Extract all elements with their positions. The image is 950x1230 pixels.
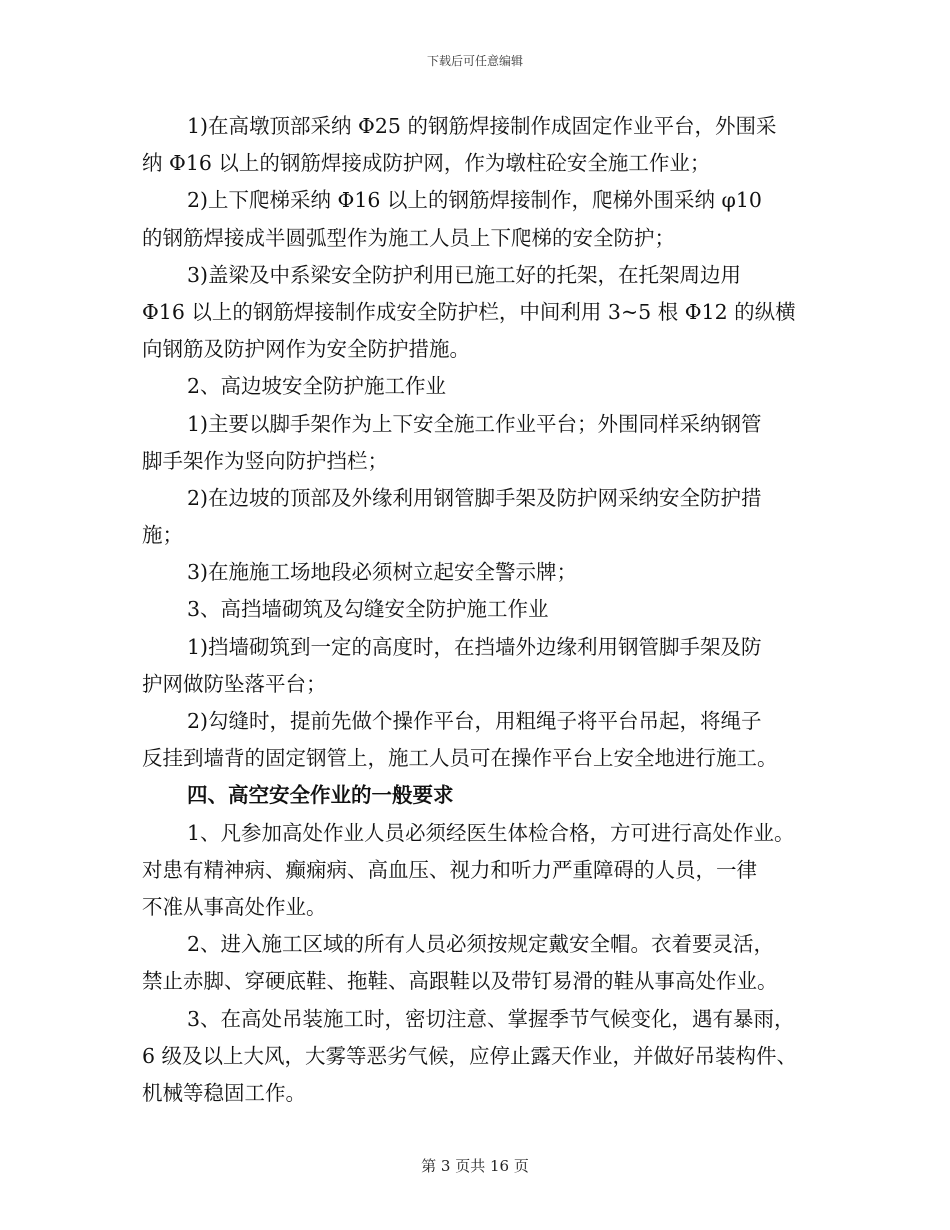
- text-line: 施；: [142, 523, 183, 548]
- text-line: 6 级及以上大风，大雾等恶劣气候，应停止露天作业，并做好吊装构件、: [142, 1043, 798, 1068]
- text-line: 2)勾缝时，提前先做个操作平台，用粗绳子将平台吊起，将绳子: [187, 709, 762, 733]
- text-line: 护网做防坠落平台；: [142, 671, 327, 696]
- text-line: 2、高边坡安全防护施工作业: [187, 374, 447, 399]
- text-line: 禁止赤脚、穿硬底鞋、拖鞋、高跟鞋以及带钉易滑的鞋从事高处作业。: [142, 969, 778, 994]
- page-footer: 第 3 页共 16 页: [421, 1157, 529, 1175]
- page-header: 下载后可任意编辑: [426, 54, 523, 68]
- text-line: 向钢筋及防护网作为安全防护措施。: [142, 337, 470, 362]
- text-line: 3)盖梁及中系梁安全防护利用已施工好的托架，在托架周边用: [187, 262, 742, 287]
- text-line: 脚手架作为竖向防护挡栏；: [142, 448, 388, 473]
- text-line: 3、在高处吊装施工时，密切注意、掌握季节气候变化，遇有暴雨，: [187, 1006, 795, 1031]
- text-line: 1)在高墩顶部采纳 Φ25 的钢筋焊接制作成固定作业平台，外围采: [187, 114, 777, 138]
- text-line: 2、进入施工区域的所有人员必须按规定戴安全帽。衣着要灵活，: [187, 932, 775, 957]
- text-line: 的钢筋焊接成半圆弧型作为施工人员上下爬梯的安全防护；: [142, 225, 675, 250]
- text-line: 机械等稳固工作。: [142, 1080, 306, 1105]
- text-line: 2)上下爬梯采纳 Φ16 以上的钢筋焊接制作，爬梯外围采纳 φ10: [187, 188, 762, 213]
- document-body: [142, 108, 822, 1112]
- text-line: 1)主要以脚手架作为上下安全施工作业平台；外围同样采纳钢管: [187, 411, 762, 436]
- text-line: 3、高挡墙砌筑及勾缝安全防护施工作业: [187, 597, 549, 622]
- text-line: 2)在边坡的顶部及外缘利用钢管脚手架及防护网采纳安全防护措: [187, 485, 762, 510]
- text-line: 1)挡墙砌筑到一定的高度时，在挡墙外边缘利用钢管脚手架及防: [187, 634, 762, 659]
- text-line: 不准从事高处作业。: [142, 894, 327, 919]
- text-line: 对患有精神病、癫痫病、高血压、视力和听力严重障碍的人员，一律: [142, 857, 757, 882]
- text-line: 3)在施施工场地段必须树立起安全警示牌；: [187, 560, 578, 585]
- section-heading: 四、高空安全作业的一般要求: [187, 783, 454, 808]
- text-line: 纳 Φ16 以上的钢筋焊接成防护网，作为墩柱砼安全施工作业；: [142, 151, 711, 176]
- text-line: 反挂到墙背的固定钢管上，施工人员可在操作平台上安全地进行施工。: [142, 746, 778, 771]
- text-line: Φ16 以上的钢筋焊接制作成安全防护栏，中间利用 3~5 根 Φ12 的纵横: [142, 299, 796, 324]
- text-line: 1、凡参加高处作业人员必须经医生体检合格，方可进行高处作业。: [187, 820, 795, 845]
